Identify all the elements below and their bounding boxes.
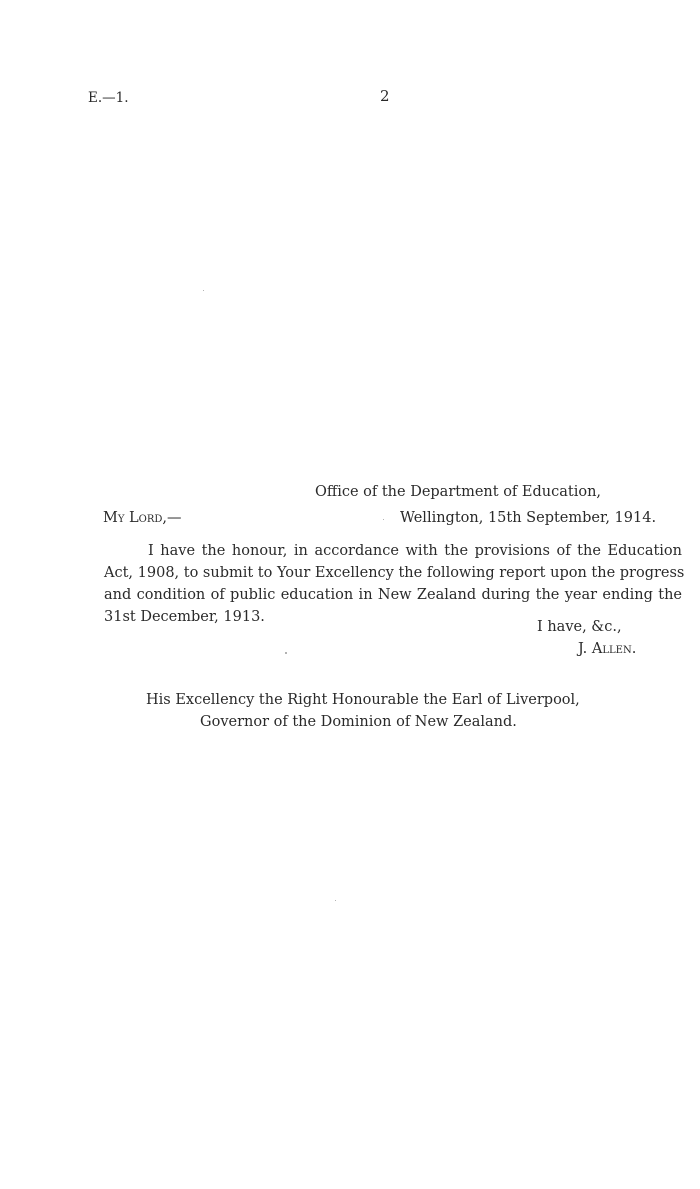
place-date-line: Wellington, 15th September, 1914. xyxy=(400,510,657,526)
body-line: Act, 1908, to submit to Your Excellency the following report upon the progress xyxy=(104,565,685,581)
paper-speck xyxy=(285,652,287,654)
salutation: My Lord,— xyxy=(103,510,182,526)
paper-speck xyxy=(203,290,204,291)
addressee-line: Governor of the Dominion of New Zealand. xyxy=(200,714,517,730)
letter-body-paragraph xyxy=(104,540,685,628)
addressee-line: His Excellency the Right Honourable the Earl of Liverpool, xyxy=(146,692,580,708)
office-line: Office of the Department of Education, xyxy=(315,484,602,500)
body-line: I have the honour, in accordance with the provisions of the Education xyxy=(148,543,682,559)
page-number: 2 xyxy=(380,87,390,105)
document-reference: E.—1. xyxy=(88,90,129,106)
paper-speck xyxy=(383,519,384,520)
paper-speck xyxy=(335,900,336,901)
body-line: and condition of public education in New Zealand during the year ending the xyxy=(104,587,682,603)
signature: J. Allen. xyxy=(578,641,637,657)
closing-line: I have, &c., xyxy=(537,619,622,635)
body-line: 31st December, 1913. xyxy=(104,609,265,625)
